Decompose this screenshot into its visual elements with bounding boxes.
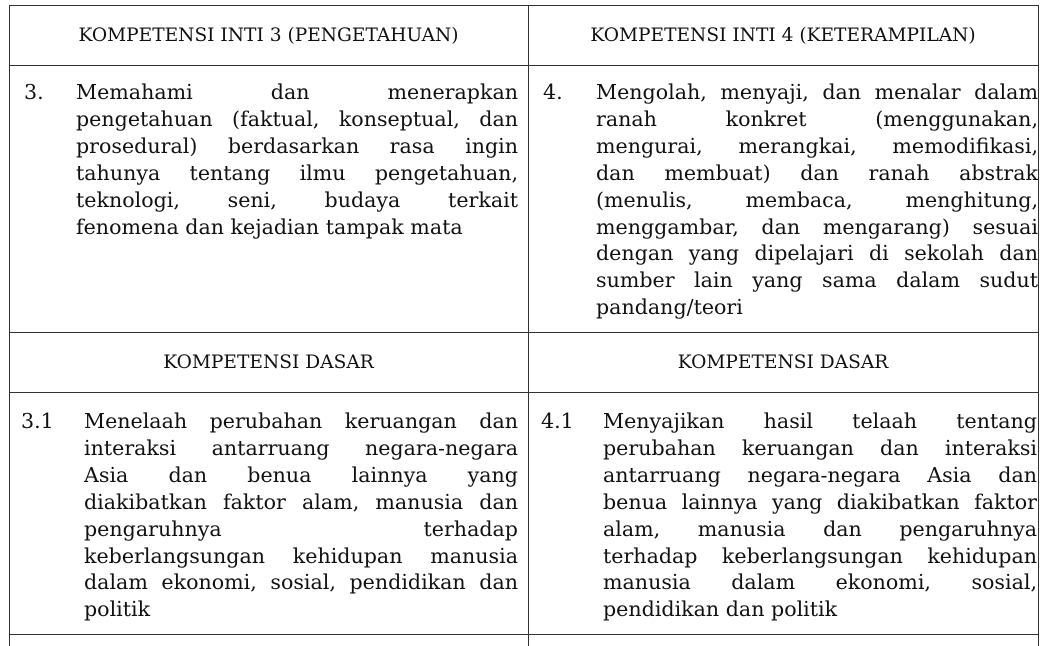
header-ki3: KOMPETENSI INTI 3 (PENGETAHUAN) — [78, 25, 459, 46]
table-row-divider — [9, 392, 1039, 393]
ki4-line: menggambar, dan mengarang) sesuai — [596, 214, 1038, 239]
kd41-line: alam, manusia dan pengaruhnya — [603, 516, 1037, 541]
kd41-line: antarruang negara-negara Asia dan — [603, 462, 1037, 487]
kd31-line: diakibatkan faktor alam, manusia dan — [84, 489, 518, 514]
ki4-line: pandang/teori — [596, 295, 743, 320]
ki3-line: teknologi, seni, budaya terkait — [76, 187, 518, 212]
ki3-line: tahunya tentang ilmu pengetahuan, — [76, 160, 518, 185]
table-row-divider — [9, 634, 1039, 635]
table-border-left — [9, 6, 10, 646]
header-ki4: KOMPETENSI INTI 4 (KETERAMPILAN) — [590, 25, 976, 46]
kd41-line: perubahan keruangan dan interaksi — [603, 435, 1037, 460]
ki3-line: fenomena dan kejadian tampak mata — [76, 214, 463, 239]
ki3-text — [76, 79, 518, 240]
kd41-line: manusia dalam ekonomi, sosial, — [603, 570, 1037, 595]
kd41-line: Menyajikan hasil telaah tentang — [603, 409, 1037, 433]
header-kd-left: KOMPETENSI DASAR — [163, 352, 374, 373]
kd41-text — [603, 408, 1037, 623]
ki3-line: Memahami dan menerapkan — [76, 80, 518, 104]
competency-table — [9, 5, 1039, 646]
table-border-middle — [528, 6, 529, 646]
ki4-line: dan membuat) dan ranah abstrak — [596, 160, 1038, 185]
kd31-line: dalam ekonomi, sosial, pendidikan dan — [84, 570, 518, 595]
header-kd-right: KOMPETENSI DASAR — [677, 352, 889, 373]
kd31-line: politik — [84, 597, 151, 622]
ki4-number: 4. — [543, 80, 563, 104]
kd41-number: 4.1 — [541, 409, 574, 433]
kd31-line: interaksi antarruang negara-negara — [84, 435, 518, 460]
ki3-number: 3. — [24, 80, 44, 104]
ki4-line: mengurai, merangkai, memodifikasi, — [596, 133, 1038, 158]
ki4-line: dengan yang dipelajari di sekolah dan — [596, 241, 1038, 266]
ki4-text — [596, 79, 1038, 321]
kd41-line: benua lainnya yang diakibatkan faktor — [603, 489, 1037, 514]
kd31-line: keberlangsungan kehidupan manusia — [84, 543, 518, 568]
table-row-divider — [9, 65, 1039, 66]
kd31-line: Asia dan benua lainnya yang — [84, 462, 518, 487]
table-border-right — [1038, 6, 1039, 646]
kd31-line: pengaruhnya terhadap — [84, 516, 518, 541]
ki3-line: prosedural) berdasarkan rasa ingin — [76, 133, 518, 158]
ki4-line: sumber lain yang sama dalam sudut — [596, 268, 1038, 293]
kd31-number: 3.1 — [21, 409, 54, 433]
ki4-line: ranah konkret (menggunakan, — [596, 106, 1038, 131]
kd31-line: Menelaah perubahan keruangan dan — [84, 409, 518, 433]
table-row-divider — [9, 332, 1039, 333]
kd41-line: terhadap keberlangsungan kehidupan — [603, 543, 1037, 568]
ki4-line: (menulis, membaca, menghitung, — [596, 187, 1038, 212]
ki4-line: Mengolah, menyaji, dan menalar dalam — [596, 80, 1038, 104]
kd41-line: pendidikan dan politik — [603, 597, 838, 622]
ki3-line: pengetahuan (faktual, konseptual, dan — [76, 106, 518, 131]
kd31-text — [84, 408, 518, 623]
